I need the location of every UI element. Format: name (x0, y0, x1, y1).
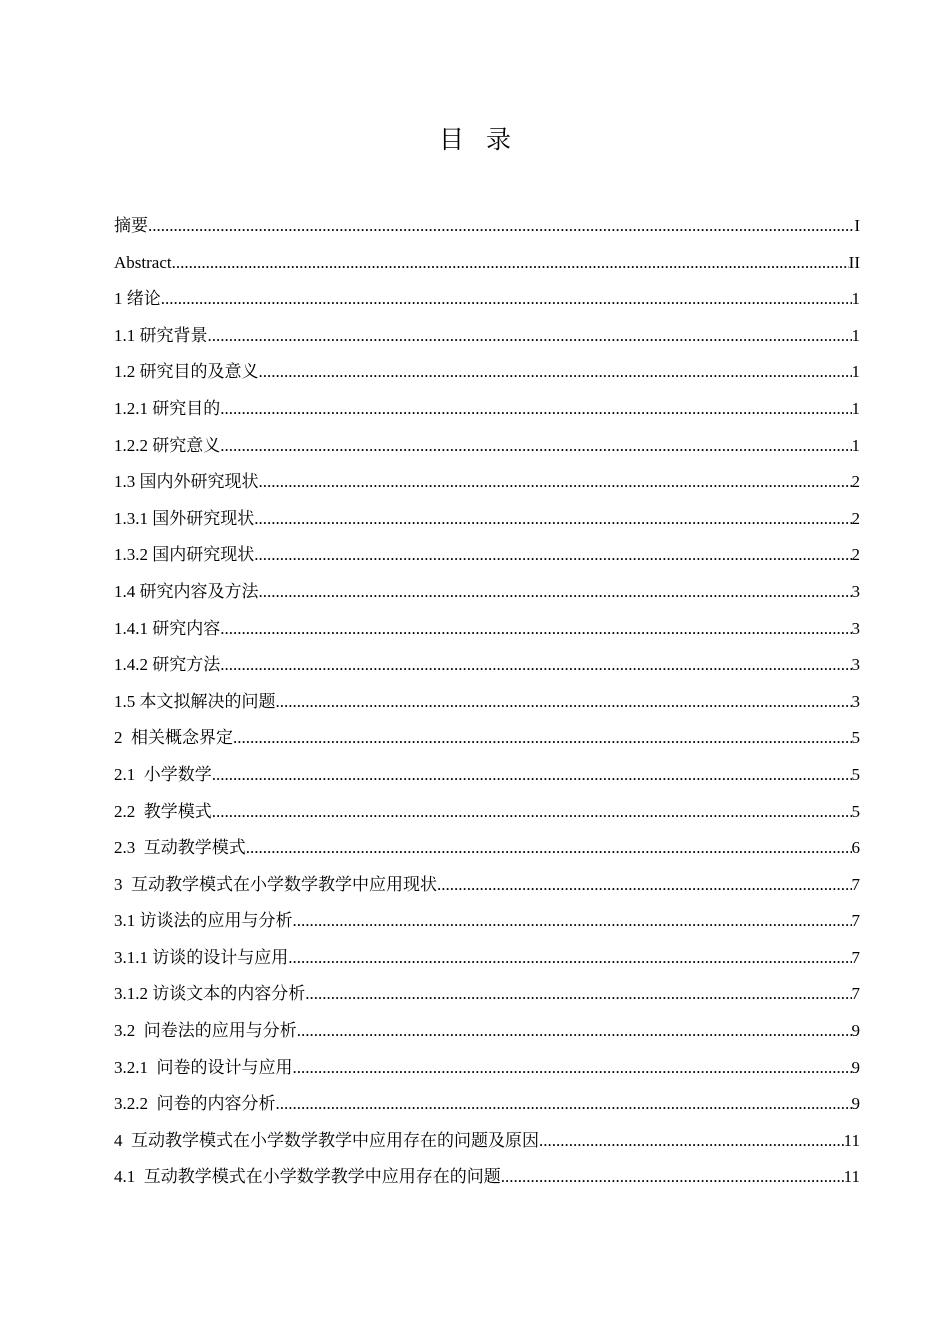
toc-entry-label: 3 互动教学模式在小学数学教学中应用现状 (114, 874, 437, 894)
toc-dot-leader (259, 574, 852, 611)
toc-entry[interactable] (114, 1086, 860, 1123)
toc-dot-leader (501, 1159, 844, 1196)
toc-entry-page-number: 1 (851, 435, 860, 455)
toc-dot-leader (220, 647, 851, 684)
toc-dot-leader (161, 281, 852, 318)
toc-entry-label: 2 相关概念界定 (114, 728, 233, 748)
toc-dot-leader (254, 501, 851, 538)
toc-entry[interactable] (114, 208, 860, 245)
toc-dot-leader (220, 428, 851, 465)
toc-entry[interactable] (114, 428, 860, 465)
toc-dot-leader (148, 208, 854, 245)
toc-entry-page-number: 1 (851, 325, 860, 345)
toc-entry-page-number: 5 (851, 801, 860, 821)
toc-entry-page-number: 11 (843, 1167, 860, 1187)
toc-dot-leader (220, 611, 851, 648)
toc-entry-label: 1.2 研究目的及意义 (114, 362, 259, 382)
toc-entry-page-number: 9 (851, 1057, 860, 1077)
toc-entry-page-number: 5 (851, 728, 860, 748)
toc-entry-page-number: 2 (851, 508, 860, 528)
toc-dot-leader (259, 464, 852, 501)
toc-entry-page-number: 9 (851, 1021, 860, 1041)
toc-entry-page-number: 1 (851, 398, 860, 418)
toc-list (114, 208, 860, 1196)
toc-entry[interactable] (114, 318, 860, 355)
toc-dot-leader (246, 830, 852, 867)
toc-dot-leader (276, 1086, 852, 1123)
toc-dot-leader (288, 940, 851, 977)
toc-entry-page-number: 7 (851, 874, 860, 894)
toc-entry-page-number: 1 (851, 362, 860, 382)
toc-entry-label: 3.2.1 问卷的设计与应用 (114, 1057, 293, 1077)
toc-entry-label: 4.1 互动教学模式在小学数学教学中应用存在的问题 (114, 1167, 501, 1187)
toc-entry[interactable] (114, 684, 860, 721)
toc-entry[interactable] (114, 903, 860, 940)
toc-entry-label: 1.2.2 研究意义 (114, 435, 221, 455)
toc-entry-page-number: 5 (851, 764, 860, 784)
toc-entry-label: 1.5 本文拟解决的问题 (114, 691, 276, 711)
toc-entry-page-number: I (854, 216, 860, 235)
toc-entry[interactable] (114, 757, 860, 794)
toc-entry-label: Abstract (114, 252, 172, 272)
toc-entry-page-number: 2 (851, 545, 860, 565)
toc-entry-page-number: 7 (851, 911, 860, 931)
toc-dot-leader (539, 1123, 844, 1160)
toc-entry[interactable] (114, 354, 860, 391)
toc-entry-page-number: 11 (843, 1130, 860, 1150)
toc-entry-label: 1.3.1 国外研究现状 (114, 508, 255, 528)
toc-entry-label: 1.4.1 研究内容 (114, 618, 221, 638)
toc-entry[interactable] (114, 1159, 860, 1196)
toc-entry[interactable] (114, 1123, 860, 1160)
toc-entry-page-number: 7 (851, 947, 860, 967)
toc-entry-label: 3.1.2 访谈文本的内容分析 (114, 984, 306, 1004)
toc-dot-leader (208, 318, 852, 355)
toc-entry[interactable] (114, 830, 860, 867)
toc-entry-page-number: 6 (851, 838, 860, 858)
toc-entry[interactable] (114, 611, 860, 648)
toc-entry-page-number: 3 (851, 655, 860, 675)
toc-entry-label: 1.4 研究内容及方法 (114, 581, 259, 601)
toc-entry-label: 3.1.1 访谈的设计与应用 (114, 947, 289, 967)
toc-entry-page-number: 7 (851, 984, 860, 1004)
toc-entry-label: 1 绪论 (114, 289, 161, 309)
toc-entry[interactable] (114, 537, 860, 574)
toc-dot-leader (233, 720, 852, 757)
toc-entry[interactable] (114, 1050, 860, 1087)
toc-entry-label: 3.1 访谈法的应用与分析 (114, 911, 293, 931)
toc-entry-page-number: 3 (851, 618, 860, 638)
toc-entry-page-number: 1 (851, 289, 860, 309)
toc-dot-leader (293, 1050, 852, 1087)
toc-entry-page-number: 2 (851, 472, 860, 492)
toc-entry-label: 4 互动教学模式在小学数学教学中应用存在的问题及原因 (114, 1130, 539, 1150)
toc-dot-leader (276, 684, 852, 721)
toc-entry[interactable] (114, 464, 860, 501)
toc-entry-label: 1.3.2 国内研究现状 (114, 545, 255, 565)
toc-entry[interactable] (114, 1013, 860, 1050)
toc-entry-label: 2.1 小学数学 (114, 764, 212, 784)
toc-entry[interactable] (114, 647, 860, 684)
toc-entry-label: 1.1 研究背景 (114, 325, 208, 345)
toc-dot-leader (212, 794, 852, 831)
page-title: 目录 (438, 125, 533, 154)
toc-entry-label: 2.3 互动教学模式 (114, 838, 246, 858)
toc-entry[interactable] (114, 976, 860, 1013)
toc-dot-leader (172, 245, 849, 282)
toc-dot-leader (212, 757, 852, 794)
toc-entry[interactable] (114, 940, 860, 977)
toc-dot-leader (254, 537, 851, 574)
toc-entry-label: 2.2 教学模式 (114, 801, 212, 821)
toc-entry-label: 3.2.2 问卷的内容分析 (114, 1094, 276, 1114)
toc-dot-leader (293, 903, 852, 940)
toc-dot-leader (259, 354, 852, 391)
toc-dot-leader (437, 867, 852, 904)
toc-entry-label: 1.4.2 研究方法 (114, 655, 221, 675)
toc-entry-label: 1.2.1 研究目的 (114, 398, 221, 418)
toc-entry[interactable] (114, 281, 860, 318)
toc-entry-page-number: II (848, 252, 860, 272)
toc-entry[interactable] (114, 794, 860, 831)
toc-entry-label: 摘要 (114, 216, 148, 235)
toc-entry-page-number: 9 (851, 1094, 860, 1114)
toc-entry[interactable] (114, 574, 860, 611)
toc-dot-leader (297, 1013, 852, 1050)
toc-entry[interactable] (114, 720, 860, 757)
toc-entry-label: 1.3 国内外研究现状 (114, 472, 259, 492)
toc-entry[interactable] (114, 391, 860, 428)
toc-entry-page-number: 3 (851, 691, 860, 711)
toc-entry[interactable] (114, 501, 860, 538)
toc-entry-page-number: 3 (851, 581, 860, 601)
toc-entry[interactable] (114, 867, 860, 904)
toc-dot-leader (220, 391, 851, 428)
toc-entry[interactable] (114, 245, 860, 282)
toc-entry-label: 3.2 问卷法的应用与分析 (114, 1021, 297, 1041)
toc-dot-leader (305, 976, 851, 1013)
